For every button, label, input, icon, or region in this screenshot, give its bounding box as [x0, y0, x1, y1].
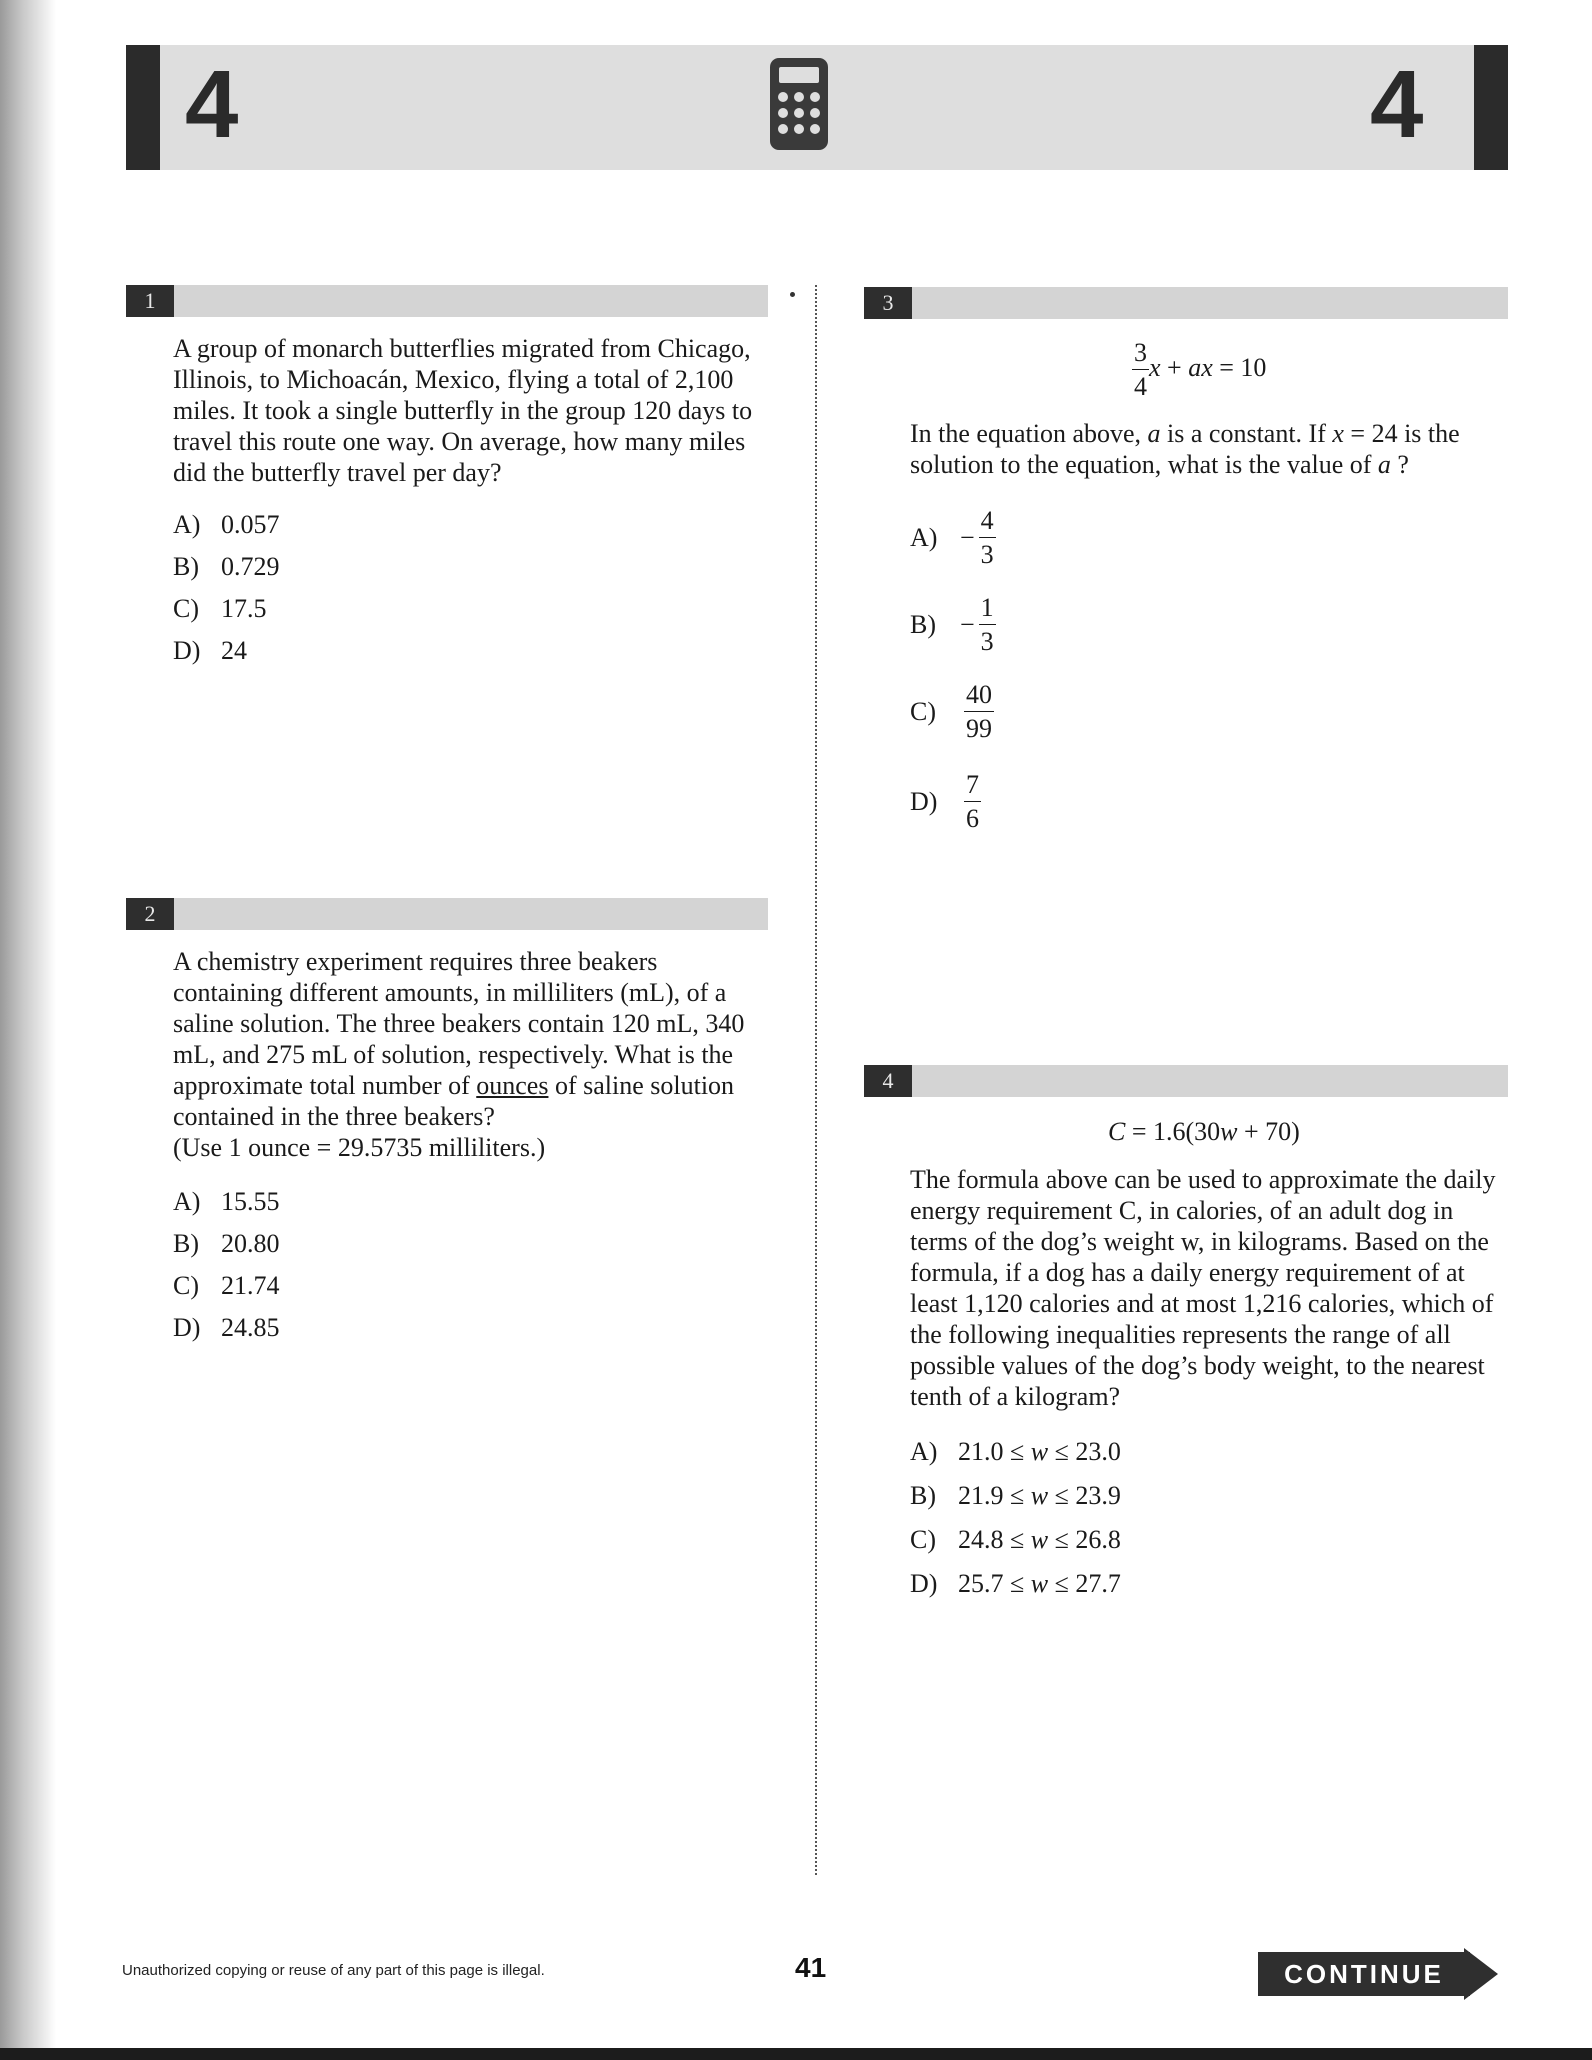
question-2-header	[126, 898, 768, 930]
page-number: 41	[795, 1952, 827, 1983]
question-4-header	[864, 1065, 1508, 1097]
question-3-choice-a[interactable]: A) − $\frac{4}{3}$	[910, 506, 994, 569]
choice-item[interactable]: D) 25.7 ≤ w ≤ 27.7	[910, 1569, 1121, 1598]
question-2-text: A chemistry experiment requires three beakers containing different amounts, in milliliters (mL), of a saline solution. The three beakers contain 120 mL, 340 mL, and 275 mL of solution, respectively. What is the approximate total number of ounces of saline solution contained in the three beakers? (Use 1 ounce = 29.5735 milliliters.)	[173, 947, 745, 1162]
stray-mark	[790, 292, 795, 297]
question-1-header	[126, 285, 768, 317]
question-4-text: The formula above can be used to approximate the daily energy requirement C, in calories, of an adult dog in terms of the dog’s weight w, in kilograms. Based on the formula, if a dog has a daily energy requirement of at least 1,120 calories and at most 1,216 calories, which of the following inequalities represents the range of all possible values of the dog’s body weight, to the nearest tenth of a kilogram?	[910, 1165, 1496, 1411]
continue-label: CONTINUE	[1258, 1952, 1470, 1996]
question-3-text: In the equation above, a is a constant. If x = 24 is the solution to the equation, what is the value of a ?	[910, 419, 1460, 479]
question-4-number: 4	[864, 1065, 912, 1097]
question-3-choice-b[interactable]: B) − $\frac{1}{3}$	[910, 593, 994, 656]
section-number-left: 4	[185, 51, 239, 158]
question-4-formula: C = 1.6(30w + 70)	[1108, 1117, 1300, 1146]
section-number-right: 4	[1370, 51, 1424, 158]
choice-item[interactable]: C) 24.8 ≤ w ≤ 26.8	[910, 1525, 1121, 1554]
choice-item[interactable]: C) 17.5	[173, 594, 267, 623]
question-4-choices	[910, 1436, 1121, 1612]
choice-item[interactable]: A) 21.0 ≤ w ≤ 23.0	[910, 1437, 1121, 1466]
question-1-choices	[173, 509, 280, 677]
copyright-notice: Unauthorized copying or reuse of any part of this page is illegal.	[122, 1962, 545, 1979]
choice-item[interactable]: B) 0.729	[173, 552, 280, 581]
column-divider	[815, 285, 817, 1875]
question-2-number: 2	[126, 898, 174, 930]
choice-item[interactable]: C) 21.74	[173, 1271, 280, 1300]
page-bottom-edge	[0, 2048, 1592, 2060]
question-3-number: 3	[864, 287, 912, 319]
choice-item[interactable]: D) 24	[173, 636, 247, 665]
question-3-choice-c[interactable]: C) $\frac{40}{99}$	[910, 680, 992, 743]
choice-item[interactable]: A) 0.057	[173, 510, 280, 539]
question-3-header	[864, 287, 1508, 319]
continue-button[interactable]	[1258, 1948, 1498, 2000]
choice-item[interactable]: B) 21.9 ≤ w ≤ 23.9	[910, 1481, 1121, 1510]
page-binding-shadow	[0, 0, 56, 2060]
choice-item[interactable]: D) 24.85	[173, 1313, 280, 1342]
section-header-tab-left	[126, 45, 160, 170]
question-3-choice-d[interactable]: D) $\frac{7}{6}$	[910, 770, 979, 833]
question-3-equation: $\frac{3}{4}$ x + ax = 10	[1134, 338, 1267, 401]
calculator-icon	[770, 58, 828, 150]
question-1-text: A group of monarch butterflies migrated from Chicago, Illinois, to Michoacán, Mexico, flying a total of 2,100 miles. It took a single butterfly in the group 120 days to travel this route one way. On average, how many miles did the butterfly travel per day?	[173, 334, 753, 487]
arrow-right-icon	[1464, 1948, 1498, 2000]
question-1-number: 1	[126, 285, 174, 317]
choice-item[interactable]: B) 20.80	[173, 1229, 280, 1258]
choice-item[interactable]: A) 15.55	[173, 1187, 280, 1216]
section-header-tab-right	[1474, 45, 1508, 170]
question-2-choices	[173, 1186, 280, 1354]
